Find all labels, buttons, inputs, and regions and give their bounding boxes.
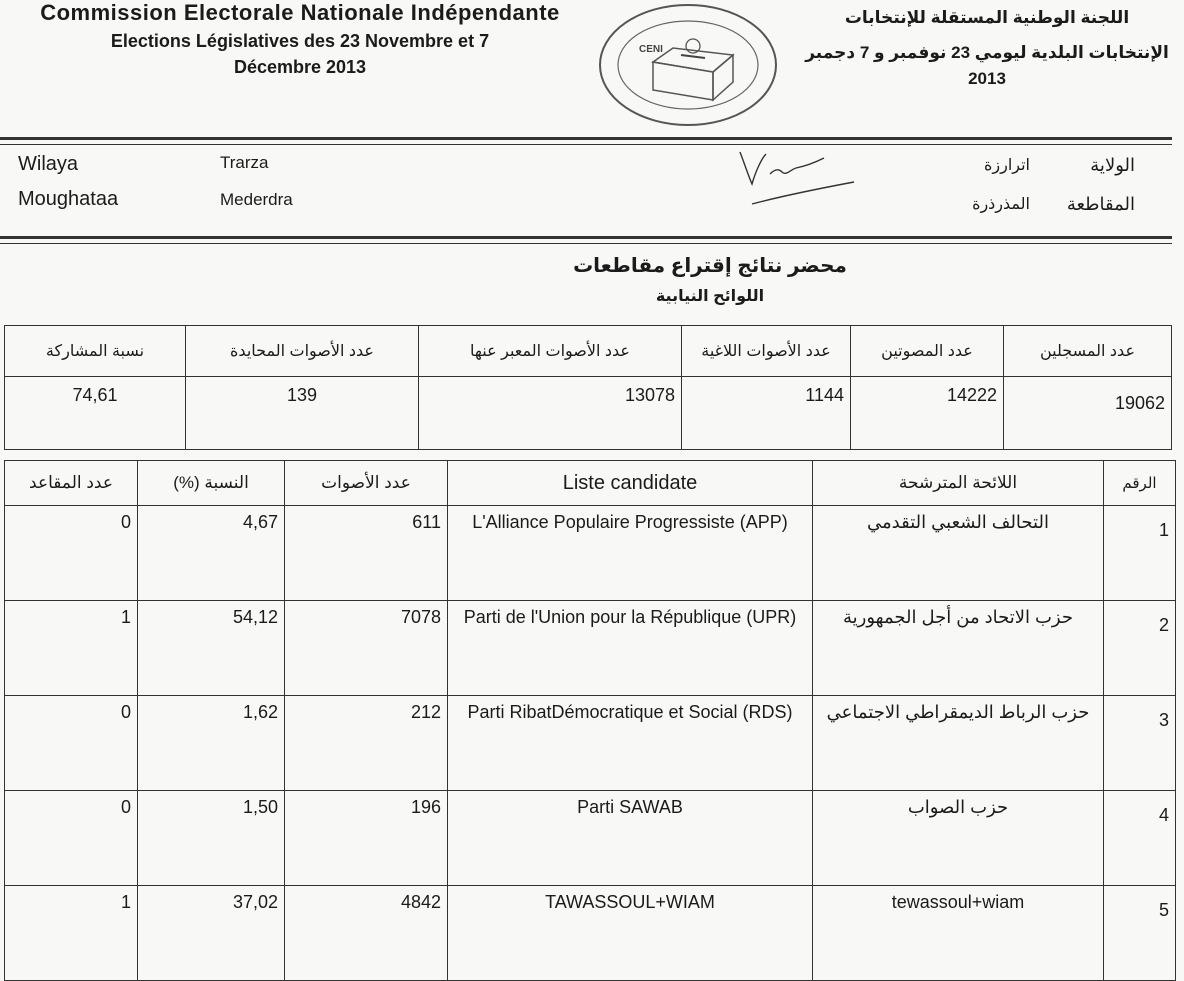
seats-cell: 0 — [5, 696, 138, 791]
report-subtitle: اللوائح النيابية — [655, 288, 765, 305]
commission-name-fr: Commission Electorale Nationale Indépendante — [40, 0, 560, 25]
table-row — [5, 886, 1176, 981]
divider-mid-thin — [0, 243, 1172, 244]
percent-cell: 1,50 — [138, 791, 285, 886]
election-title-fr: Elections Législatives des 23 Novembre et 7 Décembre 2013 — [110, 31, 490, 77]
seats-cell: 1 — [5, 886, 138, 981]
results-table — [4, 460, 1176, 981]
list-ar-cell: حزب الاتحاد من أجل الجمهورية — [813, 601, 1104, 696]
number-cell: 2 — [1104, 601, 1176, 696]
seats-cell: 0 — [5, 506, 138, 601]
table-row — [5, 506, 1176, 601]
number-cell: 4 — [1104, 791, 1176, 886]
number-cell: 5 — [1104, 886, 1176, 981]
handwritten-signature — [732, 140, 862, 210]
seats-cell: 0 — [5, 791, 138, 886]
voters-value: 14222 — [851, 377, 1004, 450]
votes-cell: 611 — [285, 506, 448, 601]
table-row — [5, 791, 1176, 886]
percent-cell: 1,62 — [138, 696, 285, 791]
percent-cell: 54,12 — [138, 601, 285, 696]
summary-header-row — [5, 326, 1172, 377]
number-cell: 1 — [1104, 506, 1176, 601]
list-fr-cell: Parti RibatDémocratique et Social (RDS) — [448, 696, 813, 791]
list-ar-cell: tewassoul+wiam — [813, 886, 1104, 981]
void-votes-header: عدد الأصوات اللاغية — [682, 326, 851, 377]
list-ar-cell: التحالف الشعبي التقدمي — [813, 506, 1104, 601]
wilaya-value: Trarza — [220, 153, 269, 172]
commission-name-ar: اللجنة الوطنية المستقلة للإنتخابات — [844, 8, 1130, 27]
moughataa-ar-label: المقاطعة — [1066, 194, 1135, 214]
participation-value: 74,61 — [5, 377, 186, 450]
number-header: الرقم — [1104, 461, 1176, 506]
divider-top — [0, 137, 1172, 140]
summary-values-row — [5, 377, 1172, 450]
list-fr-cell: L'Alliance Populaire Progressiste (APP) — [448, 506, 813, 601]
void-votes-value: 1144 — [682, 377, 851, 450]
seats-header: عدد المقاعد — [5, 461, 138, 506]
report-title: محضر نتائج إقتراع مقاطعات — [573, 255, 847, 277]
registered-value: 19062 — [1004, 377, 1172, 450]
divider-top-thin — [0, 144, 1172, 145]
moughataa-ar-value: المذرذرة — [972, 196, 1030, 213]
header-arabic — [790, 8, 1184, 92]
list-ar-cell: حزب الصواب — [813, 791, 1104, 886]
wilaya-ar-value: اترارزة — [983, 157, 1030, 174]
list-fr-cell: Parti SAWAB — [448, 791, 813, 886]
ceni-seal-logo — [593, 0, 783, 130]
seats-cell: 1 — [5, 601, 138, 696]
votes-header: عدد الأصوات — [285, 461, 448, 506]
election-title-ar: الإنتخابات البلدية ليومي 23 نوفمبر و 7 دجمبر 2013 — [805, 43, 1169, 88]
neutral-votes-header: عدد الأصوات المحايدة — [186, 326, 419, 377]
wilaya-label: Wilaya — [18, 153, 79, 175]
moughataa-value: Mederdra — [220, 190, 293, 209]
registered-header: عدد المسجلين — [1004, 326, 1172, 377]
percent-cell: 37,02 — [138, 886, 285, 981]
list-ar-header: اللائحة المترشحة — [813, 461, 1104, 506]
list-fr-cell: TAWASSOUL+WIAM — [448, 886, 813, 981]
list-fr-header: Liste candidate — [448, 461, 813, 506]
votes-cell: 196 — [285, 791, 448, 886]
percent-header: النسبة (%) — [138, 461, 285, 506]
svg-text:CENI: CENI — [639, 44, 663, 55]
votes-cell: 212 — [285, 696, 448, 791]
moughataa-label: Moughataa — [18, 188, 119, 210]
wilaya-ar-label: الولاية — [1090, 155, 1135, 175]
divider-mid — [0, 236, 1172, 239]
expressed-votes-header: عدد الأصوات المعبر عنها — [419, 326, 682, 377]
neutral-votes-value: 139 — [186, 377, 419, 450]
votes-cell: 4842 — [285, 886, 448, 981]
votes-cell: 7078 — [285, 601, 448, 696]
summary-table — [4, 325, 1172, 450]
number-cell: 3 — [1104, 696, 1176, 791]
table-row — [5, 601, 1176, 696]
participation-header: نسبة المشاركة — [5, 326, 186, 377]
header-french — [0, 0, 600, 80]
table-row — [5, 696, 1176, 791]
list-ar-cell: حزب الرباط الديمقراطي الاجتماعي — [813, 696, 1104, 791]
list-fr-cell: Parti de l'Union pour la République (UPR) — [448, 601, 813, 696]
percent-cell: 4,67 — [138, 506, 285, 601]
results-header-row — [5, 461, 1176, 506]
voters-header: عدد المصوتين — [851, 326, 1004, 377]
expressed-votes-value: 13078 — [419, 377, 682, 450]
